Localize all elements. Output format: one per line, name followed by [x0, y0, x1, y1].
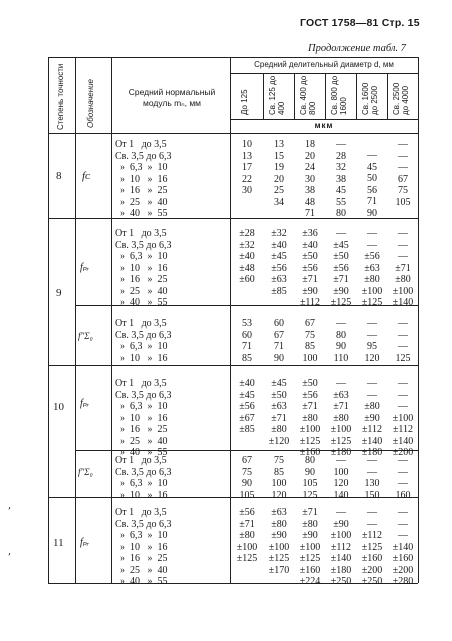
- vline-0: [48, 57, 49, 583]
- b10b-c5: — — 130 150: [364, 455, 380, 501]
- b8-c5: — 45 50 56 71 90: [367, 150, 377, 219]
- symbol-10b: f″Σ₀: [78, 467, 93, 477]
- b10a-c4: — ±63 ±71 ±80 ±100 ±125 ±180: [330, 378, 352, 458]
- b9b-c4: — 80 90 110: [333, 318, 349, 364]
- b11-c1: ±56 ±71 ±80 ±100 ±125: [236, 507, 258, 564]
- vline-5: [294, 73, 295, 119]
- b10b-c6: — — — 160: [395, 455, 411, 501]
- vline-7: [356, 73, 357, 119]
- b10a-c3: ±50 ±56 ±71 ±80 ±100 ±125 ±160: [299, 378, 321, 458]
- vline-3: [230, 57, 231, 583]
- b9b-c5: — — 95 120: [364, 318, 380, 364]
- b8-c6: — — — 67 75 105: [395, 139, 411, 208]
- degree-11: 11: [53, 537, 64, 549]
- diam-col-4: Св. 800 до 1600: [330, 75, 348, 115]
- b9b-c6: — — — 125: [395, 318, 411, 364]
- symbol-11: fₚᵣ: [80, 537, 90, 548]
- diam-col-3: Св. 400 до 800: [299, 75, 317, 115]
- b8-c1: 10 13 17 22 30: [242, 139, 252, 196]
- b8-c3: 18 20 24 30 38 48 71: [305, 139, 315, 219]
- table-top-border: [48, 57, 418, 58]
- b10b-c2: 75 85 100 120: [271, 455, 287, 501]
- vline-8: [387, 73, 388, 119]
- degree-9: 9: [56, 287, 62, 299]
- b9b-c1: 53 60 71 85: [242, 318, 252, 364]
- col-module-header: Средний нормальный модуль mₙ, мм: [128, 87, 216, 108]
- margin-mark-2: ,: [8, 546, 12, 557]
- b9b-c2: 60 67 71 90: [274, 318, 284, 364]
- b10a-c1: ±40 ±45 ±56 ±67 ±85: [239, 378, 255, 435]
- module-10a: От 1 до 3,5 Св. 3,5 до 6,3 » 6,3 » 10 » 10 » 16 » 16 » 25 » 25 » 40 » 40 » 55: [115, 378, 172, 458]
- b9a-c4: — ±45 ±50 ±56 ±71 ±90 ±125: [330, 228, 352, 308]
- diam-col-2: Св. 125 до 400: [268, 75, 286, 115]
- module-9b: От 1 до 3,5 Св. 3,5 до 6,3 » 6,3 » 10 » 10 » 16: [115, 318, 172, 364]
- degree-8: 8: [56, 170, 62, 182]
- symbol-8: fᴄ: [82, 170, 91, 182]
- diam-col-5: Св. 1600 до 2500: [361, 82, 379, 115]
- b10b-c4: — 100 120 140: [333, 455, 349, 501]
- b9a-c3: ±36 ±40 ±50 ±56 ±71 ±90 ±112: [299, 228, 321, 308]
- symbol-10a: fₚᵣ: [80, 398, 90, 409]
- module-8: От 1 до 3,5 Св. 3,5 до 6,3 » 6,3 » 10 » 10 » 16 » 16 » 25 » 25 » 40 » 40 » 55: [115, 139, 172, 219]
- vline-9: [418, 57, 419, 583]
- b11-c5: — — ±112 ±125 ±160 ±200 ±250: [361, 507, 383, 587]
- b11-c2: ±63 ±80 ±90 ±100 ±125 ±170: [268, 507, 290, 576]
- vline-2: [111, 57, 112, 583]
- margin-mark-1: ,: [8, 500, 12, 511]
- degree-10: 10: [53, 401, 64, 413]
- b11-c4: — ±90 ±100 ±112 ±140 ±180 ±250: [330, 507, 352, 587]
- b10a-c5: — — ±80 ±90 ±112 ±140 ±180: [361, 378, 383, 458]
- module-9a: От 1 до 3,5 Св. 3,5 до 6,3 » 6,3 » 10 » 10 » 16 » 16 » 25 » 25 » 40 » 40 » 55: [115, 228, 172, 308]
- page-header: ГОСТ 1758—81 Стр. 15: [300, 17, 420, 29]
- b10b-c3: 80 90 105 125: [302, 455, 318, 501]
- col-symbol-header: Обозначение: [86, 78, 95, 128]
- diam-col-6: Св. 2500 до 4000: [392, 82, 410, 115]
- diam-col-1: До 125: [240, 89, 249, 115]
- module-10b: От 1 до 3,5 Св. 3,5 до 6,3 » 6,3 » 10 » 10 » 16: [115, 455, 172, 501]
- b8-c2: 13 15 19 20 25 34: [274, 139, 284, 208]
- vline-4: [263, 73, 264, 119]
- b9a-c5: — — ±56 ±63 ±80 ±100 ±125: [361, 228, 383, 308]
- b9a-c1: ±28 ±32 ±40 ±48 ±60: [239, 228, 255, 285]
- symbol-9b: f″Σ₀: [78, 331, 93, 341]
- b8-c4: — 28 32 38 45 55 80: [336, 139, 346, 219]
- b9a-c6: — — — ±71 ±80 ±100 ±140: [392, 228, 414, 308]
- b9b-c3: 67 75 85 100: [302, 318, 318, 364]
- table-continuation-caption: Продолжение табл. 7: [308, 43, 406, 54]
- b10a-c2: ±45 ±50 ±63 ±71 ±80 ±120: [268, 378, 290, 447]
- unit-label: мкм: [314, 121, 334, 130]
- divider-9-10: [48, 365, 418, 366]
- b11-c6: — — — ±140 ±160 ±200 ±280: [392, 507, 414, 587]
- col-degree-header: Степень точности: [56, 63, 65, 130]
- module-11: От 1 до 3,5 Св. 3,5 до 6,3 » 6,3 » 10 » 10 » 16 » 16 » 25 » 25 » 40 » 40 » 55: [115, 507, 172, 587]
- b11-c3: ±71 ±80 ±90 ±100 ±125 ±160 ±224: [299, 507, 321, 587]
- vline-1: [75, 57, 76, 583]
- symbol-9a: fₚᵣ: [80, 262, 90, 273]
- unit-top-divider: [230, 119, 418, 120]
- diam-header-divider: [230, 73, 418, 74]
- b10b-c1: 67 75 90 105: [239, 455, 255, 501]
- b10a-c6: — — — ±100 ±112 ±140 ±200: [392, 378, 414, 458]
- header-bottom-border: [48, 133, 418, 134]
- vline-6: [325, 73, 326, 119]
- b9a-c2: ±32 ±40 ±45 ±56 ±63 ±85: [271, 228, 287, 297]
- col-diam-header: Средний делительный диаметр d, мм: [254, 60, 394, 69]
